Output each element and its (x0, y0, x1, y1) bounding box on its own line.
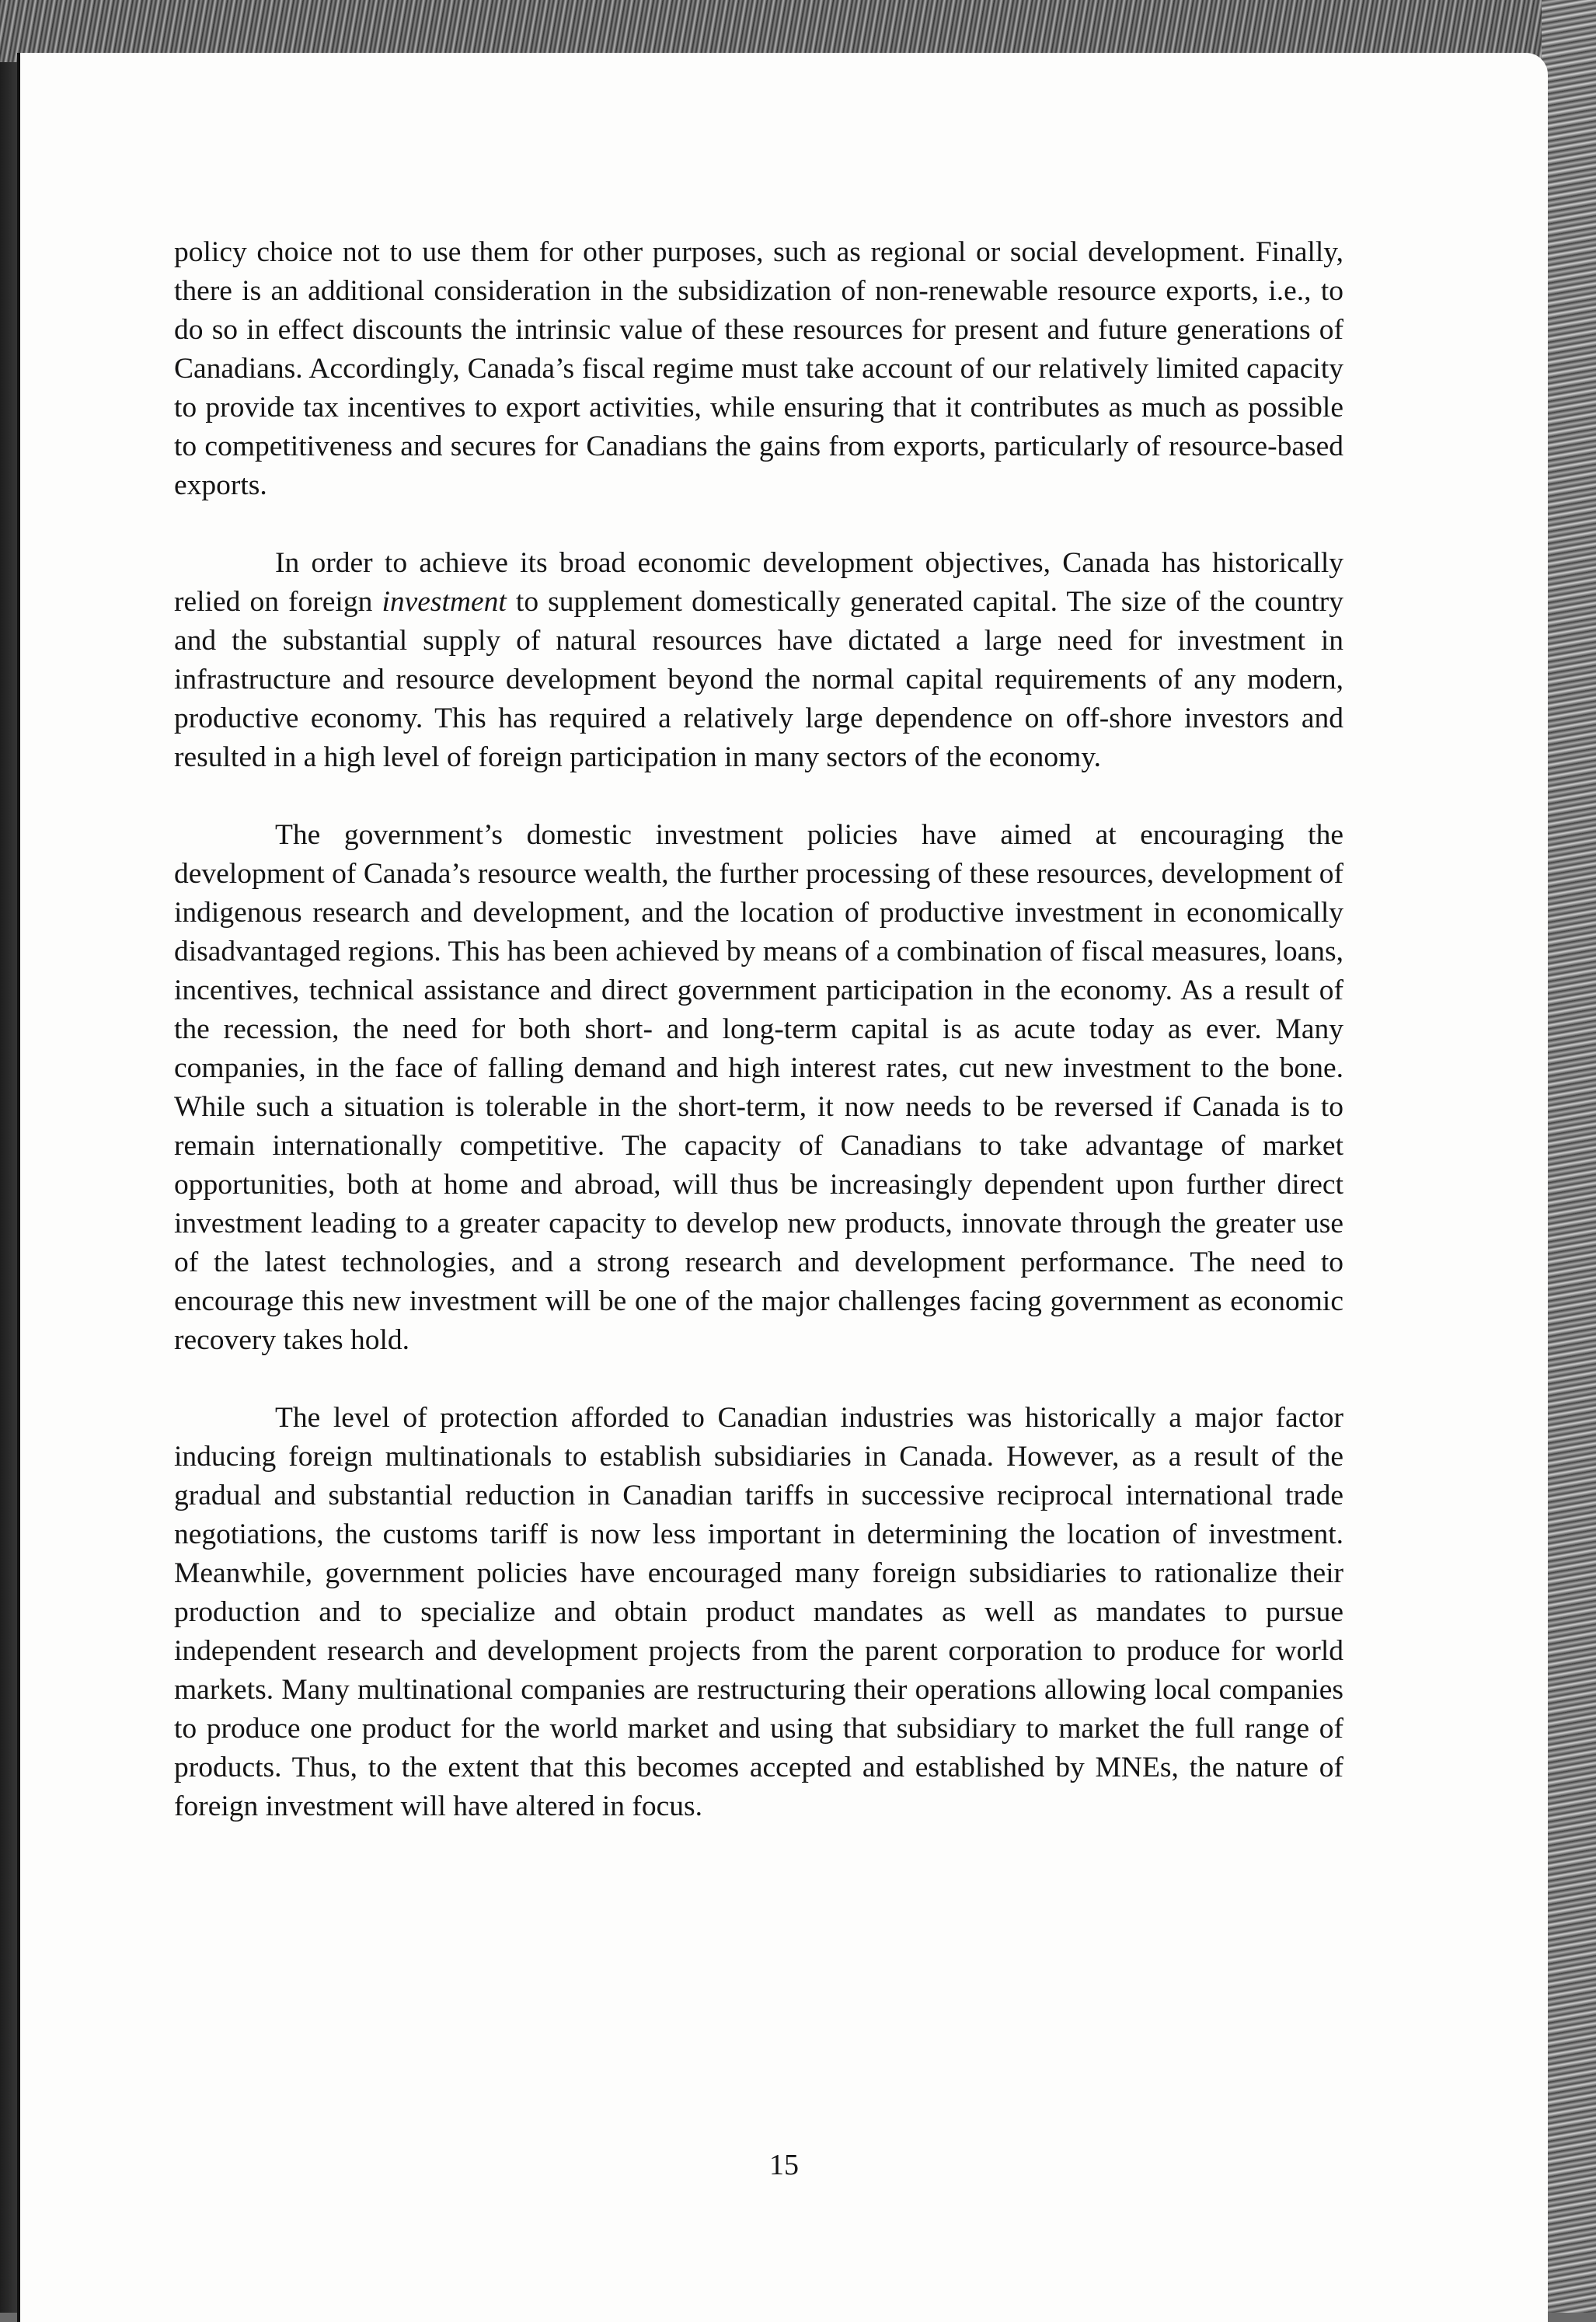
page-number: 15 (769, 2149, 799, 2181)
paragraph-2-rest: to supplement domestically generated capital. The size of the country and the substantial supply of natural resources have dictated a large need for investment in infrastructure and resource development beyond the normal capital requirements of any modern, productive economy. This has required a relatively large dependence on off-shore investors and resulted in a high level of foreign participation in many sectors of the economy. (174, 586, 1343, 773)
paragraph-2-emphasis: investment (382, 586, 507, 618)
scan-page-stack-edge (1542, 0, 1596, 2313)
paragraph-1: policy choice not to use them for other purposes, such as regional or social development. Finally, there is an additional consideration in the subsidization of non-renewable resource exports, i.e., to do so in effect discounts the intrinsic value of these resources for present and future generations of Canadians. Accordingly, Canada’s fiscal regime must take account of our relatively limited capacity to provide tax incentives to export activities, while ensuring that it contributes as much as possible to competitiveness and secures for Canadians the gains from exports, particularly of resource-based exports. (174, 236, 1343, 501)
paragraph-2 (174, 544, 1343, 777)
paragraph-2-lead: In order to achieve its broad economic development objectives, Canada has historically relied on foreign (174, 547, 1343, 618)
body-text (174, 233, 1343, 1865)
paragraph-3: The government’s domestic investment policies have aimed at encouraging the development of Canada’s resource wealth, the further processing of these resources, development of indigenous research and development, and the location of productive investment in economically disadvantaged regions. This has been achieved by means of a combination of fiscal measures, loans, incentives, technical assistance and direct government participation in the economy. As a result of the recession, the need for both short- and long-term capital is as acute today as ever. Many companies, in the face of falling demand and high interest rates, cut new investment to the bone. While such a situation is tolerable in the short-term, it now needs to be reversed if Canada is to remain internationally competitive. The capacity of Canadians to take advantage of market opportunities, both at home and abroad, will thus be increasingly dependent upon further direct investment leading to a greater capacity to develop new products, innovate through the greater use of the latest technologies, and a strong research and development performance. The need to encourage this new investment will be one of the major challenges facing government as economic recovery takes hold. (174, 819, 1343, 1356)
paragraph-4: The level of protection afforded to Canadian industries was historically a major factor inducing foreign multinationals to establish subsidiaries in Canada. However, as a result of the gradual and substantial reduction in Canadian tariffs in successive reciprocal international trade negotiations, the customs tariff is now less important in determining the location of investment. Meanwhile, government policies have encouraged many foreign subsidiaries to rationalize their production and to specialize and obtain product mandates as well as mandates to pursue independent research and development projects from the parent corporation to produce for world markets. Many multinational companies are restructuring their operations allowing local companies to produce one product for the world market and using that subsidiary to market the full range of products. Thus, to the extent that this becomes accepted and established by MNEs, the nature of foreign investment will have altered in focus. (174, 1402, 1343, 1822)
document-page (17, 53, 1548, 2322)
